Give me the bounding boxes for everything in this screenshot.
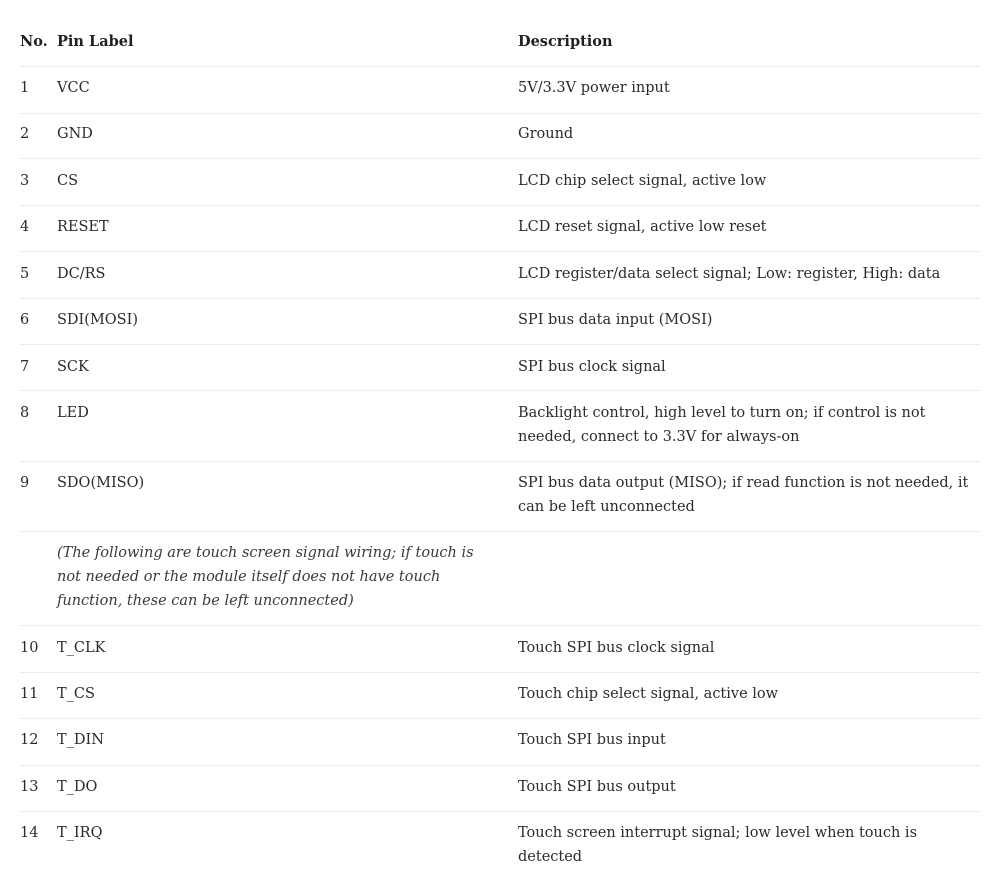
pin-number: 14 <box>20 825 39 841</box>
pin-label: T_CS <box>57 686 95 702</box>
pin-number: 4 <box>20 219 30 235</box>
pin-number: 2 <box>20 126 30 142</box>
table-row <box>20 308 980 345</box>
pin-description: LCD chip select signal, active low <box>518 173 767 189</box>
pin-description: Touch chip select signal, active low <box>518 686 779 702</box>
pin-description: Touch SPI bus output <box>518 779 676 795</box>
pin-label: T_IRQ <box>57 825 103 841</box>
pin-label: SDI(MOSI) <box>57 312 138 328</box>
header-description: Description <box>518 33 613 50</box>
table-row <box>20 401 980 462</box>
table-row <box>20 821 980 865</box>
pin-description: Touch SPI bus clock signal <box>518 640 715 656</box>
pin-description: Backlight control, high level to turn on; if control is not needed, connect to 3.3V for always-on <box>518 405 926 445</box>
pin-label: SDO(MISO) <box>57 475 145 491</box>
pin-number: 3 <box>20 173 30 189</box>
header-no: No. <box>20 33 48 50</box>
pin-label: T_DIN <box>57 732 104 748</box>
pin-label: SCK <box>57 359 89 375</box>
pin-description: Touch screen interrupt signal; low level when touch is detected <box>518 825 918 865</box>
pin-number: 5 <box>20 266 30 282</box>
pin-number: 11 <box>20 686 39 702</box>
touch-note: (The following are touch screen signal wiring; if touch is not needed or the module itself does not have touch function, these can be left unconnected) <box>57 545 474 609</box>
pin-label: DC/RS <box>57 266 106 282</box>
pin-label: T_CLK <box>57 640 106 656</box>
table-row <box>20 122 980 159</box>
pin-number: 9 <box>20 475 30 491</box>
table-row <box>20 682 980 719</box>
pin-label: RESET <box>57 219 109 235</box>
pin-number: 10 <box>20 640 39 656</box>
table-row <box>20 728 980 766</box>
pin-description: Ground <box>518 126 574 142</box>
table-row <box>20 169 980 206</box>
pin-description: LCD reset signal, active low reset <box>518 219 767 235</box>
pin-label: CS <box>57 173 79 189</box>
pin-label: VCC <box>57 80 90 96</box>
table-row <box>20 355 980 391</box>
pin-label: GND <box>57 126 93 142</box>
pin-number: 8 <box>20 405 30 421</box>
pin-label: T_DO <box>57 779 98 795</box>
pin-number: 12 <box>20 732 39 748</box>
pin-description: LCD register/data select signal; Low: register, High: data <box>518 266 941 282</box>
table-row <box>20 262 980 299</box>
table-row <box>20 215 980 252</box>
pin-description: SPI bus data output (MISO); if read function is not needed, it can be left unconnected <box>518 475 969 515</box>
pin-description: SPI bus data input (MOSI) <box>518 312 713 328</box>
pin-description: 5V/3.3V power input <box>518 80 670 96</box>
touch-note-row <box>20 541 980 626</box>
table-row <box>20 636 980 673</box>
table-header-row <box>20 30 980 67</box>
table-row <box>20 76 980 114</box>
pin-description: SPI bus clock signal <box>518 359 666 375</box>
pin-number: 7 <box>20 359 30 375</box>
pin-number: 1 <box>20 80 30 96</box>
table-row <box>20 775 980 812</box>
pin-number: 6 <box>20 312 30 328</box>
pin-label: LED <box>57 405 89 421</box>
pin-number: 13 <box>20 779 39 795</box>
pin-description: Touch SPI bus input <box>518 732 666 748</box>
header-pin-label: Pin Label <box>57 33 134 50</box>
table-row <box>20 471 980 532</box>
